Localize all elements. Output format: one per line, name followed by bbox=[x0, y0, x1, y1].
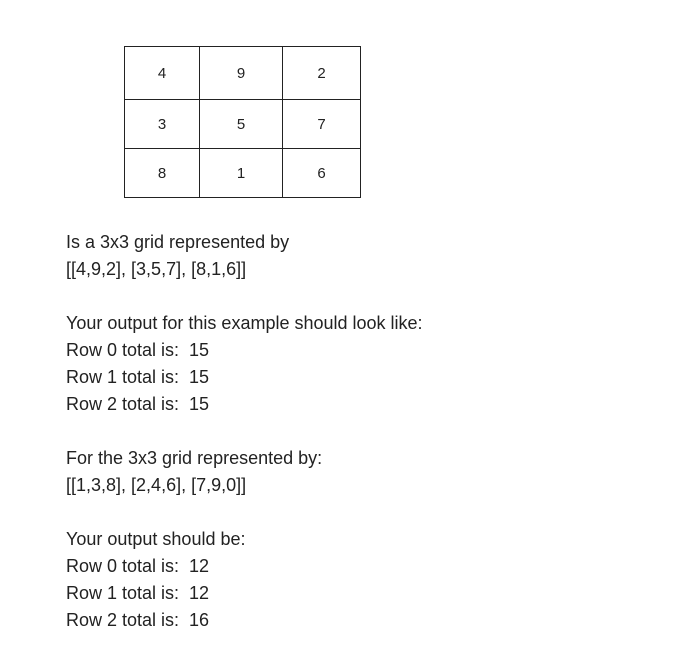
example-row-total: Row 0 total is: 15 bbox=[66, 340, 210, 360]
second-heading: Your output should be: bbox=[66, 529, 246, 549]
grid-cell: 2 bbox=[283, 47, 361, 100]
spacer bbox=[66, 283, 423, 310]
second-row-total: Row 2 total is: 16 bbox=[66, 610, 210, 630]
second-intro-line: For the 3x3 grid represented by: bbox=[66, 448, 323, 468]
grid-cell: 9 bbox=[200, 47, 283, 100]
second-row-total: Row 1 total is: 12 bbox=[66, 583, 210, 603]
example-row-total: Row 1 total is: 15 bbox=[66, 367, 210, 387]
intro-line: Is a 3x3 grid represented by bbox=[66, 232, 290, 252]
grid-cell: 1 bbox=[200, 149, 283, 198]
grid-row bbox=[125, 149, 361, 198]
grid-cell: 5 bbox=[200, 100, 283, 149]
second-row-total: Row 0 total is: 12 bbox=[66, 556, 210, 576]
magic-square-grid bbox=[124, 46, 361, 198]
example-heading: Your output for this example should look like: bbox=[66, 313, 423, 333]
spacer bbox=[66, 499, 423, 526]
grid-cell: 3 bbox=[125, 100, 200, 149]
example-row-total: Row 2 total is: 15 bbox=[66, 394, 210, 414]
grid-row bbox=[125, 47, 361, 100]
spacer bbox=[66, 418, 423, 445]
intro-array: [[4,9,2], [3,5,7], [8,1,6]] bbox=[66, 259, 247, 279]
grid-cell: 7 bbox=[283, 100, 361, 149]
grid-cell: 8 bbox=[125, 149, 200, 198]
second-intro-array: [[1,3,8], [2,4,6], [7,9,0]] bbox=[66, 475, 247, 495]
grid-cell: 6 bbox=[283, 149, 361, 198]
instructions-text bbox=[66, 229, 423, 634]
grid-cell: 4 bbox=[125, 47, 200, 100]
grid-row bbox=[125, 100, 361, 149]
